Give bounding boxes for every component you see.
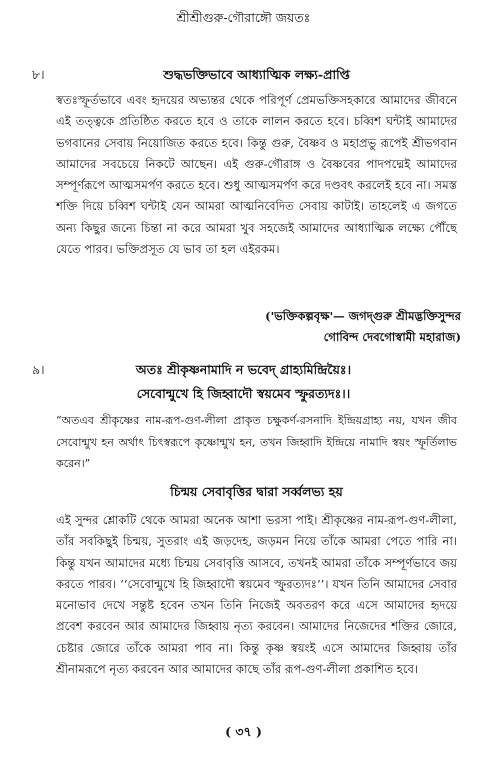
source-line-2: গোবিন্দ দেবগোস্বামী মহারাজ) <box>323 330 461 344</box>
page-number: ( ৩৭ ) <box>225 724 262 739</box>
source-line-1: ('ভক্তিকল্পবৃক্ষ'— জগদ্গুরু শ্রীমদ্ভক্তিসুন্দর <box>265 309 461 323</box>
body-paragraph-9 <box>56 510 457 680</box>
section-heading-8: শুদ্ধভক্তিভাবে আধ্যাত্মিক লক্ষ্য-প্রাপ্তি <box>163 67 350 82</box>
paragraph-text: এই সুন্দর শ্লোকটি থেকে আমরা অনেক আশা ভরসা পাই। শ্রীকৃষ্ণের নাম-রূপ-গুণ-লীলা, তাঁর সবকিছুই চিন্ময়, সুতরাং এই জড়দেহ, জড়মন নিয়ে তাঁকে আমরা পেতে পারি না। কিন্তু যখন আমাদের মধ্যে চিন্ময় সেবাবৃত্তি আসবে, তখনই আমরা তাঁকে সম্পূর্ণভাবে জয় করতে পারব। ‘‘সেবোন্মুখে হি জিহ্বাদৌ স্বয়মেব স্ফুরত্যদঃ’’। যখন তিনি আমাদের সেবার মনোভাব দেখে সন্তুষ্ট হবেন তখন তিনি নিজেই অবতরণ করে এসে আমাদের হৃদয়ে প্রবেশ করবেন আর আমাদের জিহ্বায় নৃত্য করবেন। আমাদের নিজেদের শক্তির জোরে, চেষ্টার জোরে তাঁকে আমরা পাব না। কিন্তু কৃষ্ণ স্বয়ংই এসে আমাদের জিহ্বায় তাঁর শ্রীনামরূপে নৃত্য করবেন আর আমাদের কাছে তাঁর রূপ-গুণ-লীলা প্রকাশিত হবে। <box>56 513 457 677</box>
section-heading-9: চিন্ময় সেবাবৃত্তির দ্বারা সর্ব্বলভ্য হয় <box>170 484 343 499</box>
verse-translation: “অতএব শ্রীকৃষ্ণের নাম-রূপ-গুণ-লীলা প্রাকৃত চক্ষুকর্ণ-রসনাদি ইন্দ্রিয়গ্রাহ্য নয়, যখন জীব সেবোন্মুখ হন অর্থাৎ চিৎস্বরূপে কৃষ্ণোন্মুখ হন, তখন জিহ্বাদি ইন্দ্রিয়ে নামাদি স্বয়ং স্ফূর্তিলাভ করেন।” <box>56 414 457 470</box>
paragraph-text: স্বতঃস্ফূর্তভাবে এবং হৃদয়ের অভ্যন্তর থেকে পরিপূর্ণ প্রেমভক্তিসহকারে আমাদের জীবনে এই তত্ত্বকে প্রতিষ্ঠিত করতে হবে ও তাকে লালন করতে হবে। চব্বিশ ঘন্টাই আমাদের ভগবানের সেবায় নিয়োজিত করতে হবে। কিন্তু গুরু, বৈষ্ণব ও মহাপ্রভু রূপেই শ্রীভগবান আমাদের সবচেয়ে নিকটে আছেন। এই গুরু-গৌরাঙ্গ ও বৈষ্ণবের পাদপদ্মেই আমাদের সম্পূর্ণরূপে আত্মসমর্পণ করতে হবে। শুধু আত্মসমর্পণ করে দণ্ডবৎ করলেই হবে না। সমস্ত শক্তি দিয়ে চব্বিশ ঘন্টাই যেন আমরা আত্মনিবেদিত সেবায় কাটাই। তাহলেই এ জগতে অন্য কিছুর জন্যে চিন্তা না করে আমরা খুব সহজেই আমাদের আধ্যাত্মিক লক্ষ্যে পৌঁছে যেতে পারব। ভক্তিপ্রসূত যে ভাব তা হল এইরকম। <box>56 93 457 257</box>
section-number-9: ৯। <box>32 362 45 377</box>
page-header: শ্রীশ্রীগুরু-গৌরাঙ্গৌ জয়তঃ <box>176 10 311 25</box>
section-number-8: ৮। <box>32 67 45 82</box>
verse-line-1: অতঃ শ্রীকৃষ্ণনামাদি ন ভবেদ্ গ্রাহ্যমিন্দ্রিয়ৈঃ। <box>135 362 352 377</box>
body-paragraph-8 <box>56 90 457 260</box>
verse-line-2: সেবোন্মুখে হি জিহ্বাদৌ স্বয়মেব স্ফুরত্যদঃ।। <box>136 386 351 401</box>
sanskrit-verse <box>0 358 487 406</box>
source-citation <box>265 306 461 348</box>
